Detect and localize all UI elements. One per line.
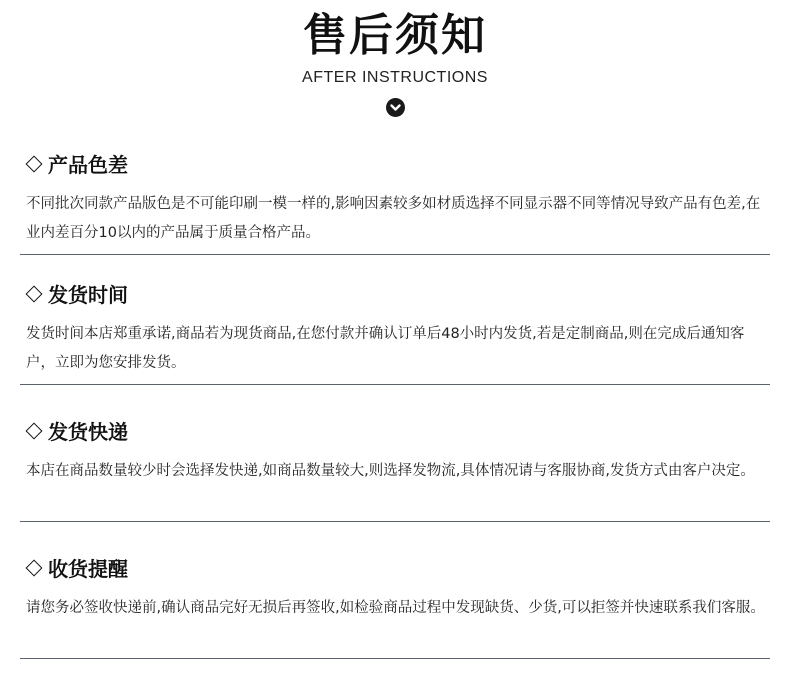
diamond-icon	[26, 560, 43, 577]
section-title	[26, 282, 128, 308]
page-title: 售后须知	[303, 10, 487, 61]
section-body: 请您务必签收快递前,确认商品完好无损后再签收,如检验商品过程中发现缺货、少货,可以拒签并快速联系我们客服。	[26, 600, 765, 616]
diamond-icon	[26, 156, 43, 173]
section-title	[26, 419, 128, 445]
section-body: 发货时间本店郑重承诺,商品若为现货商品,在您付款并确认订单后48小时内发货,若是定制商品,则在完成后通知客户，立即为您安排发货。	[26, 326, 745, 371]
section-title-text: 发货快递	[48, 420, 128, 444]
section-title	[26, 556, 128, 582]
divider	[20, 521, 770, 522]
section-title	[26, 152, 128, 178]
diamond-icon	[26, 423, 43, 440]
page-subtitle: AFTER INSTRUCTIONS	[302, 69, 488, 86]
section-body: 本店在商品数量较少时会选择发快递,如商品数量较大,则选择发物流,具体情况请与客服协商,发货方式由客户决定。	[26, 463, 755, 479]
divider	[20, 384, 770, 385]
section-title-text: 发货时间	[48, 283, 128, 307]
diamond-icon	[26, 286, 43, 303]
section-title-text: 收货提醒	[48, 557, 128, 581]
chevron-down-icon	[386, 98, 405, 117]
section-body: 不同批次同款产品版色是不可能印刷一模一样的,影响因素较多如材质选择不同显示器不同等情况导致产品有色差,在业内差百分10以内的产品属于质量合格产品。	[26, 196, 761, 241]
divider	[20, 254, 770, 255]
divider	[20, 658, 770, 659]
section-title-text: 产品色差	[48, 153, 128, 177]
